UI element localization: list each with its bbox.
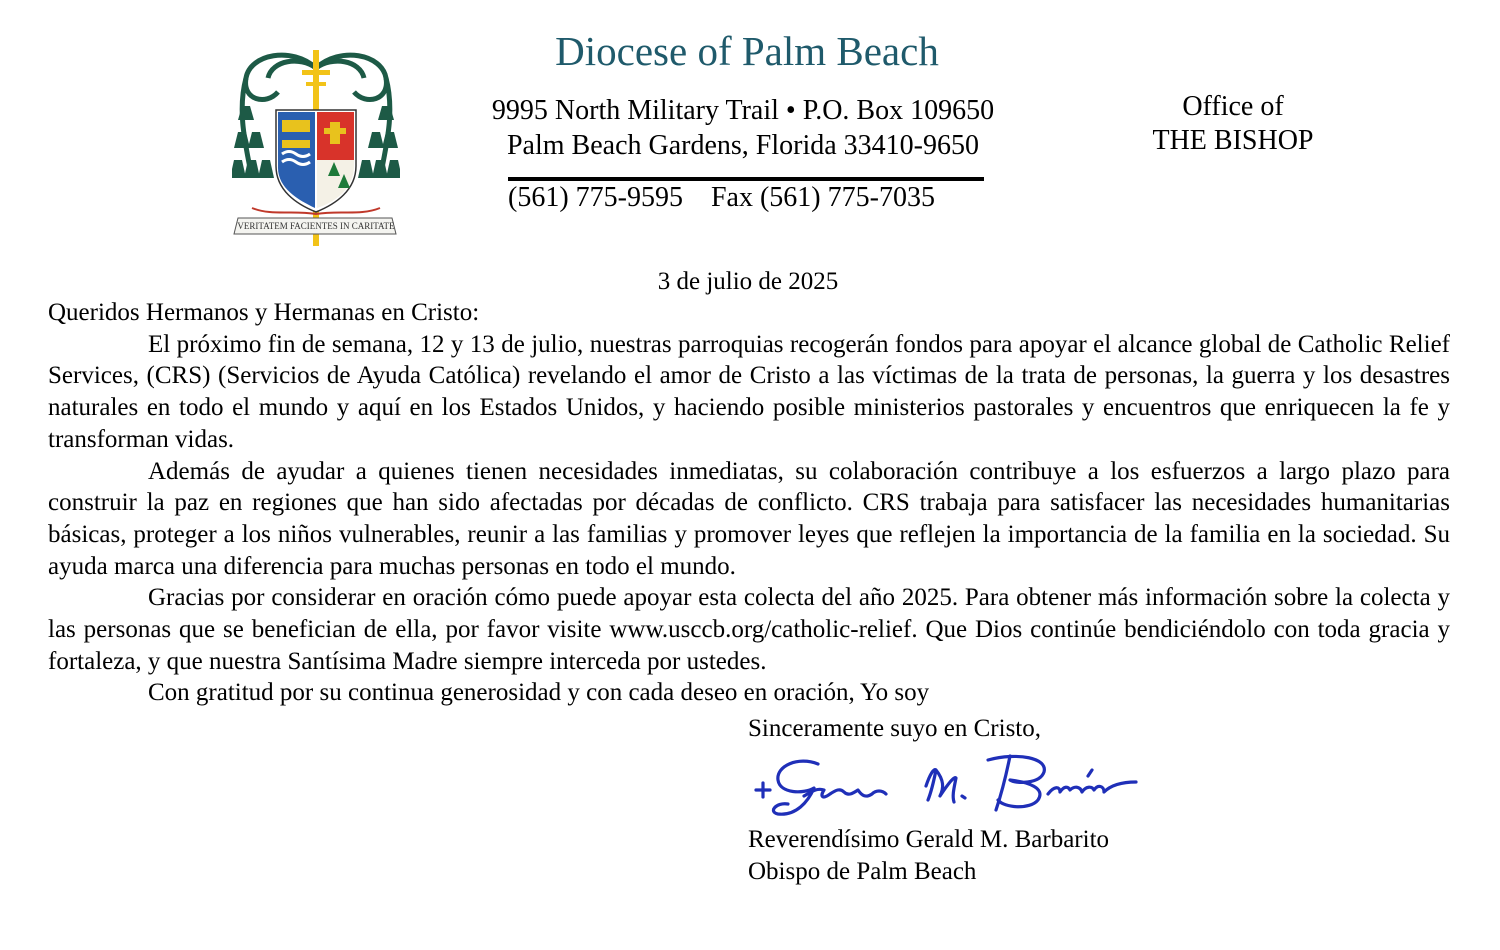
address-line-2: Palm Beach Gardens, Florida 33410-9650 xyxy=(506,130,980,161)
address-line-1: 9995 North Military Trail • P.O. Box 109650 xyxy=(491,95,995,126)
salutation: Queridos Hermanos y Hermanas en Cristo: xyxy=(48,299,480,326)
paragraph: Gracias por considerar en oración cómo puede apoyar esta colecta del año 2025. Para obtener más información sobre la colecta y las personas que se benefician de ella, por favor visite www.usccb.org/catholic-relief. Que Dios continúe bendiciéndolo con toda gracia y fortaleza, y que nuestra Santísima Madre siempre interceda por ustedes. xyxy=(48,584,1450,675)
office-line-2: THE BISHOP xyxy=(1152,125,1314,156)
signer-name: Reverendísimo Gerald M. Barbarito xyxy=(748,826,1110,853)
office-of-bishop xyxy=(1120,90,1346,158)
diocese-title: Diocese of Palm Beach xyxy=(555,28,939,74)
signer-block xyxy=(748,824,1109,887)
phone-fax-line xyxy=(508,181,935,215)
phone-number: (561) 775-9595 xyxy=(508,182,683,213)
signer-title: Obispo de Palm Beach xyxy=(748,857,977,885)
paragraph: Con gratitud por su continua generosidad y con cada deseo en oración, Yo soy xyxy=(148,679,930,707)
coat-of-arms-emblem xyxy=(232,48,400,248)
handwritten-signature xyxy=(748,746,1150,824)
motto-text: VERITATEM FACIENTES IN CARITATE xyxy=(237,221,395,231)
fax-number: Fax (561) 775-7035 xyxy=(710,182,935,213)
letter-body xyxy=(48,297,1450,709)
paragraph: El próximo fin de semana, 12 y 13 de julio, nuestras parroquias recogerán fondos para apoyar el alcance global de Catholic Relief Services, (CRS) (Servicios de Ayuda Católica) revelando el amor de Cristo a las víctimas de la trata de personas, la guerra y los desastres naturales en todo el mundo y aquí en los Estados Unidos, y haciendo posible ministerios pastorales y encuentros que enriquecen la fe y transforman vidas. xyxy=(48,330,1450,453)
paragraph: Además de ayudar a quienes tienen necesidades inmediatas, su colaboración contribuye a los esfuerzos a largo plazo para construir la paz en regiones que han sido afectadas por décadas de conflicto. CRS trabaja para satisfacer las necesidades humanitarias básicas, proteger a los niños vulnerables, reunir a las familias y promover leyes que reflejen la importancia de la familia en la sociedad. Su ayuda marca una diferencia para muchas personas en todo el mundo. xyxy=(48,457,1450,580)
closing-line: Sinceramente suyo en Cristo, xyxy=(748,715,1041,742)
office-line-1: Office of xyxy=(1182,91,1284,122)
letter-date: 3 de julio de 2025 xyxy=(657,268,839,295)
